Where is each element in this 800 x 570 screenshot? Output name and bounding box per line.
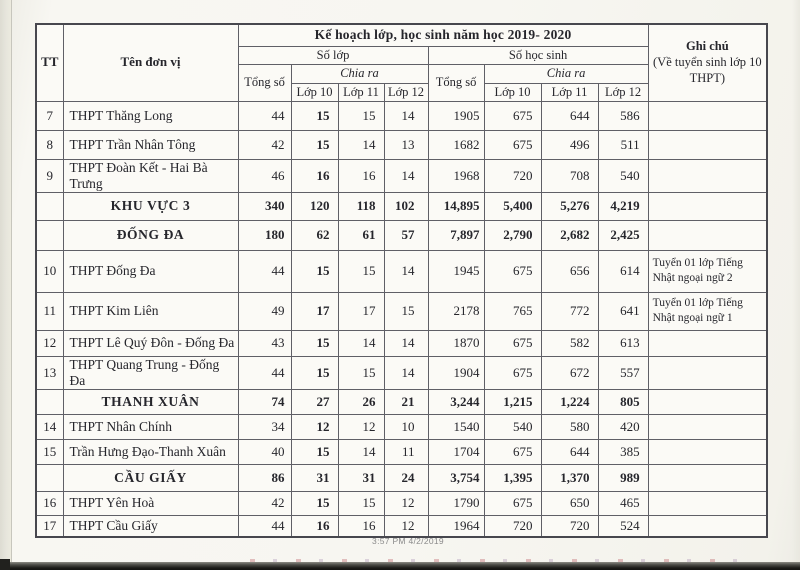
- students-grade10-cell: 765: [484, 292, 541, 330]
- unit-name-cell: ĐỐNG ĐA: [63, 220, 238, 250]
- tt-cell: [36, 220, 63, 250]
- classes-grade11-cell: 16: [338, 515, 384, 537]
- classes-grade10-cell: 17: [291, 292, 338, 330]
- school-row: [36, 515, 767, 537]
- students-total-cell: 7,897: [428, 220, 484, 250]
- classes-total-cell: 43: [238, 330, 291, 356]
- classes-grade12-cell: 15: [384, 292, 428, 330]
- students-total-cell: 1870: [428, 330, 484, 356]
- school-row: [36, 330, 767, 356]
- classes-grade11-cell: 118: [338, 192, 384, 220]
- students-grade12-cell: 586: [598, 101, 648, 130]
- students-grade11-cell: 582: [541, 330, 598, 356]
- students-grade11-cell: 2,682: [541, 220, 598, 250]
- classes-total-cell: 49: [238, 292, 291, 330]
- classes-grade11-cell: 12: [338, 414, 384, 439]
- unit-name-cell: Trần Hưng Đạo-Thanh Xuân: [63, 439, 238, 464]
- classes-grade12-cell: 14: [384, 101, 428, 130]
- classes-total-cell: 42: [238, 491, 291, 515]
- students-grade10-cell: 675: [484, 101, 541, 130]
- classes-grade11-cell: 31: [338, 464, 384, 491]
- classes-grade12-cell: 13: [384, 130, 428, 159]
- tt-cell: 7: [36, 101, 63, 130]
- classes-grade11-cell: 14: [338, 439, 384, 464]
- header-classes-grade12: Lớp 12: [384, 83, 428, 101]
- classes-grade12-cell: 14: [384, 356, 428, 389]
- school-row: [36, 491, 767, 515]
- students-grade10-cell: 720: [484, 159, 541, 192]
- classes-grade10-cell: 15: [291, 491, 338, 515]
- classes-grade12-cell: 14: [384, 250, 428, 292]
- classes-total-cell: 42: [238, 130, 291, 159]
- school-row: [36, 130, 767, 159]
- classes-grade11-cell: 15: [338, 101, 384, 130]
- students-total-cell: 1682: [428, 130, 484, 159]
- students-total-cell: 1790: [428, 491, 484, 515]
- classes-grade12-cell: 24: [384, 464, 428, 491]
- unit-name-cell: THPT Thăng Long: [63, 101, 238, 130]
- print-timestamp: 3:57 PM 4/2/2019: [372, 536, 444, 546]
- classes-grade10-cell: 27: [291, 389, 338, 414]
- students-total-cell: 1905: [428, 101, 484, 130]
- unit-name-cell: THPT Kim Liên: [63, 292, 238, 330]
- note-cell: [648, 515, 767, 537]
- classes-total-cell: 44: [238, 356, 291, 389]
- table-body: [36, 101, 767, 537]
- table-header: [36, 24, 767, 101]
- note-cell: [648, 389, 767, 414]
- students-grade10-cell: 1,215: [484, 389, 541, 414]
- unit-name-cell: THANH XUÂN: [63, 389, 238, 414]
- unit-name-cell: THPT Nhân Chính: [63, 414, 238, 439]
- tt-cell: 10: [36, 250, 63, 292]
- students-total-cell: 1904: [428, 356, 484, 389]
- school-row: [36, 101, 767, 130]
- tt-cell: 9: [36, 159, 63, 192]
- classes-grade11-cell: 14: [338, 130, 384, 159]
- students-grade12-cell: 614: [598, 250, 648, 292]
- tt-cell: 15: [36, 439, 63, 464]
- students-total-cell: 1968: [428, 159, 484, 192]
- classes-grade10-cell: 15: [291, 356, 338, 389]
- scan-bottom-band: [0, 562, 800, 570]
- group-total-row: [36, 220, 767, 250]
- students-grade11-cell: 1,224: [541, 389, 598, 414]
- students-total-cell: 1540: [428, 414, 484, 439]
- classes-grade11-cell: 15: [338, 250, 384, 292]
- students-grade12-cell: 2,425: [598, 220, 648, 250]
- students-grade11-cell: 708: [541, 159, 598, 192]
- students-grade10-cell: 540: [484, 414, 541, 439]
- classes-grade10-cell: 15: [291, 439, 338, 464]
- students-grade12-cell: 613: [598, 330, 648, 356]
- students-grade11-cell: 580: [541, 414, 598, 439]
- classes-grade10-cell: 120: [291, 192, 338, 220]
- classes-grade11-cell: 16: [338, 159, 384, 192]
- students-total-cell: 14,895: [428, 192, 484, 220]
- note-cell: [648, 192, 767, 220]
- students-total-cell: 2178: [428, 292, 484, 330]
- students-grade11-cell: 496: [541, 130, 598, 159]
- students-total-cell: 1704: [428, 439, 484, 464]
- school-row: [36, 439, 767, 464]
- note-cell: Tuyển 01 lớp Tiếng Nhật ngoại ngữ 2: [648, 250, 767, 292]
- classes-grade10-cell: 15: [291, 330, 338, 356]
- students-grade12-cell: 524: [598, 515, 648, 537]
- unit-name-cell: THPT Đoàn Kết - Hai Bà Trưng: [63, 159, 238, 192]
- students-total-cell: 3,244: [428, 389, 484, 414]
- students-total-cell: 1945: [428, 250, 484, 292]
- classes-grade10-cell: 62: [291, 220, 338, 250]
- students-grade11-cell: 644: [541, 439, 598, 464]
- classes-grade10-cell: 16: [291, 515, 338, 537]
- note-cell: [648, 491, 767, 515]
- classes-grade11-cell: 15: [338, 356, 384, 389]
- classes-grade12-cell: 14: [384, 159, 428, 192]
- tt-cell: [36, 464, 63, 491]
- tt-cell: 13: [36, 356, 63, 389]
- students-grade11-cell: 1,370: [541, 464, 598, 491]
- note-cell: Tuyển 01 lớp Tiếng Nhật ngoại ngữ 1: [648, 292, 767, 330]
- header-classes-grade11: Lớp 11: [338, 83, 384, 101]
- students-grade11-cell: 672: [541, 356, 598, 389]
- classes-total-cell: 34: [238, 414, 291, 439]
- students-grade10-cell: 1,395: [484, 464, 541, 491]
- classes-total-cell: 340: [238, 192, 291, 220]
- students-grade10-cell: 2,790: [484, 220, 541, 250]
- group-total-row: [36, 192, 767, 220]
- students-grade10-cell: 675: [484, 439, 541, 464]
- header-notes: [648, 24, 767, 101]
- header-classes-group: Số lớp: [238, 46, 428, 64]
- tt-cell: 8: [36, 130, 63, 159]
- classes-total-cell: 44: [238, 515, 291, 537]
- students-grade10-cell: 720: [484, 515, 541, 537]
- students-grade12-cell: 540: [598, 159, 648, 192]
- note-cell: [648, 130, 767, 159]
- classes-grade12-cell: 12: [384, 491, 428, 515]
- students-grade12-cell: 420: [598, 414, 648, 439]
- unit-name-cell: THPT Lê Quý Đôn - Đống Đa: [63, 330, 238, 356]
- classes-total-cell: 44: [238, 250, 291, 292]
- classes-grade11-cell: 61: [338, 220, 384, 250]
- classes-total-cell: 46: [238, 159, 291, 192]
- unit-name-cell: THPT Trần Nhân Tông: [63, 130, 238, 159]
- header-students-group: Số học sinh: [428, 46, 648, 64]
- header-tt: TT: [36, 24, 63, 101]
- note-cell: [648, 356, 767, 389]
- note-cell: [648, 464, 767, 491]
- scan-right-edge: [792, 0, 800, 570]
- classes-grade10-cell: 15: [291, 130, 338, 159]
- note-cell: [648, 439, 767, 464]
- students-grade12-cell: 989: [598, 464, 648, 491]
- students-grade11-cell: 720: [541, 515, 598, 537]
- classes-grade12-cell: 57: [384, 220, 428, 250]
- note-cell: [648, 101, 767, 130]
- header-students-total: Tổng số: [428, 64, 484, 101]
- note-cell: [648, 330, 767, 356]
- tt-cell: 16: [36, 491, 63, 515]
- students-total-cell: 3,754: [428, 464, 484, 491]
- header-unit-name: Tên đơn vị: [63, 24, 238, 101]
- students-grade10-cell: 675: [484, 250, 541, 292]
- tt-cell: 14: [36, 414, 63, 439]
- header-notes-title: Ghi chú: [685, 39, 729, 54]
- header-classes-split: Chia ra: [291, 64, 428, 83]
- classes-grade12-cell: 12: [384, 515, 428, 537]
- classes-total-cell: 44: [238, 101, 291, 130]
- school-row: [36, 250, 767, 292]
- header-notes-subtitle: (Về tuyển sinh lớp 10 THPT): [653, 54, 762, 85]
- classes-grade12-cell: 14: [384, 330, 428, 356]
- students-grade10-cell: 675: [484, 130, 541, 159]
- students-grade11-cell: 644: [541, 101, 598, 130]
- students-total-cell: 1964: [428, 515, 484, 537]
- note-cell: [648, 220, 767, 250]
- students-grade12-cell: 805: [598, 389, 648, 414]
- header-students-grade10: Lớp 10: [484, 83, 541, 101]
- classes-grade12-cell: 11: [384, 439, 428, 464]
- class-plan-table: [35, 23, 768, 538]
- students-grade10-cell: 675: [484, 356, 541, 389]
- unit-name-cell: THPT Yên Hoà: [63, 491, 238, 515]
- classes-total-cell: 180: [238, 220, 291, 250]
- students-grade12-cell: 641: [598, 292, 648, 330]
- classes-grade10-cell: 15: [291, 101, 338, 130]
- header-students-grade11: Lớp 11: [541, 83, 598, 101]
- students-grade11-cell: 656: [541, 250, 598, 292]
- students-grade10-cell: 5,400: [484, 192, 541, 220]
- tt-cell: 17: [36, 515, 63, 537]
- school-row: [36, 159, 767, 192]
- students-grade10-cell: 675: [484, 491, 541, 515]
- classes-grade11-cell: 17: [338, 292, 384, 330]
- unit-name-cell: THPT Quang Trung - Đống Đa: [63, 356, 238, 389]
- header-students-grade12: Lớp 12: [598, 83, 648, 101]
- classes-grade12-cell: 10: [384, 414, 428, 439]
- students-grade12-cell: 385: [598, 439, 648, 464]
- students-grade12-cell: 557: [598, 356, 648, 389]
- header-classes-total: Tổng số: [238, 64, 291, 101]
- students-grade11-cell: 772: [541, 292, 598, 330]
- students-grade10-cell: 675: [484, 330, 541, 356]
- classes-grade12-cell: 21: [384, 389, 428, 414]
- classes-total-cell: 40: [238, 439, 291, 464]
- students-grade12-cell: 465: [598, 491, 648, 515]
- classes-grade11-cell: 26: [338, 389, 384, 414]
- unit-name-cell: CẦU GIẤY: [63, 464, 238, 491]
- group-total-row: [36, 464, 767, 491]
- tt-cell: 11: [36, 292, 63, 330]
- classes-grade11-cell: 15: [338, 491, 384, 515]
- note-cell: [648, 414, 767, 439]
- tt-cell: [36, 389, 63, 414]
- unit-name-cell: THPT Cầu Giấy: [63, 515, 238, 537]
- header-classes-grade10: Lớp 10: [291, 83, 338, 101]
- classes-grade10-cell: 15: [291, 250, 338, 292]
- school-row: [36, 292, 767, 330]
- header-plan-title: Kế hoạch lớp, học sinh năm học 2019- 2020: [238, 24, 648, 46]
- school-row: [36, 414, 767, 439]
- classes-grade10-cell: 16: [291, 159, 338, 192]
- students-grade12-cell: 511: [598, 130, 648, 159]
- school-row: [36, 356, 767, 389]
- tt-cell: [36, 192, 63, 220]
- students-grade11-cell: 650: [541, 491, 598, 515]
- classes-grade12-cell: 102: [384, 192, 428, 220]
- group-total-row: [36, 389, 767, 414]
- classes-total-cell: 74: [238, 389, 291, 414]
- classes-total-cell: 86: [238, 464, 291, 491]
- unit-name-cell: THPT Đống Đa: [63, 250, 238, 292]
- scan-left-edge: [0, 0, 12, 570]
- tt-cell: 12: [36, 330, 63, 356]
- students-grade11-cell: 5,276: [541, 192, 598, 220]
- classes-grade11-cell: 14: [338, 330, 384, 356]
- note-cell: [648, 159, 767, 192]
- students-grade12-cell: 4,219: [598, 192, 648, 220]
- header-students-split: Chia ra: [484, 64, 648, 83]
- classes-grade10-cell: 31: [291, 464, 338, 491]
- classes-grade10-cell: 12: [291, 414, 338, 439]
- unit-name-cell: KHU VỰC 3: [63, 192, 238, 220]
